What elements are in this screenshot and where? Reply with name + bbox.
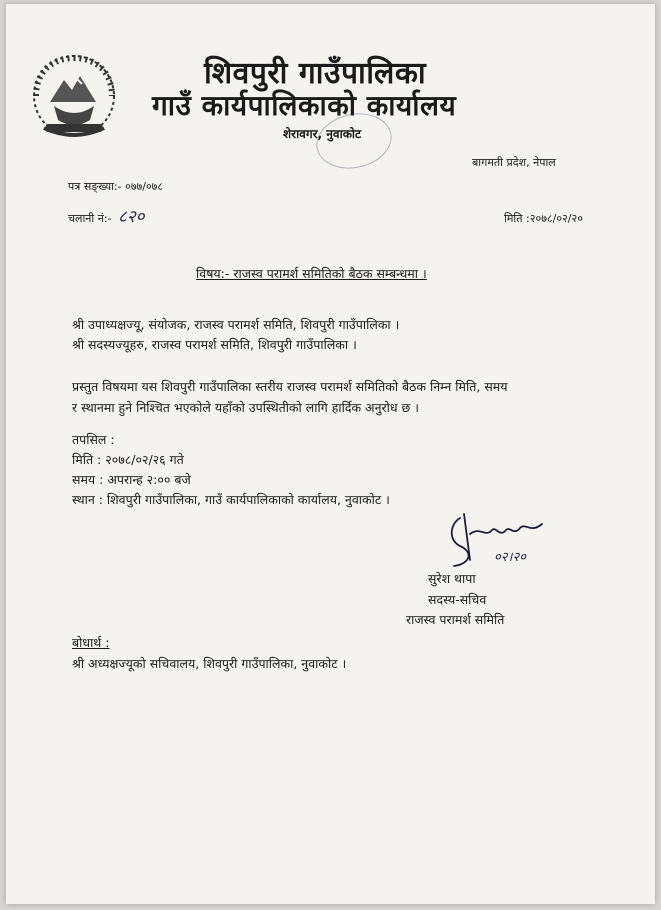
- dispatch-number: ८२०: [118, 207, 145, 227]
- cc-line: श्री अध्यक्षज्यूको सचिवालय, शिवपुरी गाउँपालिका, नुवाकोट ।: [72, 656, 347, 671]
- signatory-committee: राजस्व परामर्श समिति: [406, 612, 505, 627]
- recipient-1: श्री उपाध्यक्षज्यू, संयोजक, राजस्व परामर्श समिति, शिवपुरी गाउँपालिका ।: [72, 317, 400, 332]
- letter-number: पत्र सङ्ख्या:- ०७७/०७८: [68, 180, 164, 193]
- body-line-1: प्रस्तुत विषयमा यस शिवपुरी गाउँपालिका स्तरीय राजस्व परामर्श समितिको बैठक निम्न मिति, समय: [72, 379, 508, 394]
- province-text: बागमती प्रदेश, नेपाल: [472, 156, 556, 169]
- body-line-2: र स्थानमा हुने निश्चित भएकोले यहाँको उपस्थितीको लागि हार्दिक अनुरोध छ ।: [72, 400, 419, 415]
- meeting-place: स्थान : शिवपुरी गाउँपालिका, गाउँ कार्यपालिकाको कार्यालय, नुवाकोट ।: [72, 492, 390, 507]
- meeting-time: समय : अपरान्ह २:०० बजे: [72, 472, 191, 487]
- nepal-emblem-icon: [24, 50, 124, 146]
- office-address: शेरावगर, नुवाकोट: [283, 127, 362, 141]
- signatory-designation: सदस्य-सचिव: [428, 592, 487, 607]
- office-title: गाउँ कार्यपालिकाको कार्यालय: [152, 89, 457, 122]
- municipality-title: शिवपुरी गाउँपालिका: [204, 56, 427, 91]
- cc-heading: बोधार्थ :: [72, 635, 110, 650]
- subject-line: विषय:- राजस्व परामर्श समितिको बैठक सम्बन्धमा ।: [196, 266, 427, 281]
- details-heading: तपसिल :: [72, 432, 115, 447]
- letter-page: [6, 4, 655, 904]
- dispatch-label: चलानी नं:-: [68, 212, 112, 225]
- letter-date: मिति :२०७८/०२/२०: [504, 212, 583, 225]
- signatory-name: सुरेश थापा: [428, 571, 476, 586]
- signature-date: ०२।२०: [494, 550, 526, 565]
- recipient-2: श्री सदस्यज्यूहरु, राजस्व परामर्श समिति, शिवपुरी गाउँपालिका ।: [72, 337, 357, 352]
- meeting-date: मिति : २०७८/०२/२६ गते: [72, 452, 184, 467]
